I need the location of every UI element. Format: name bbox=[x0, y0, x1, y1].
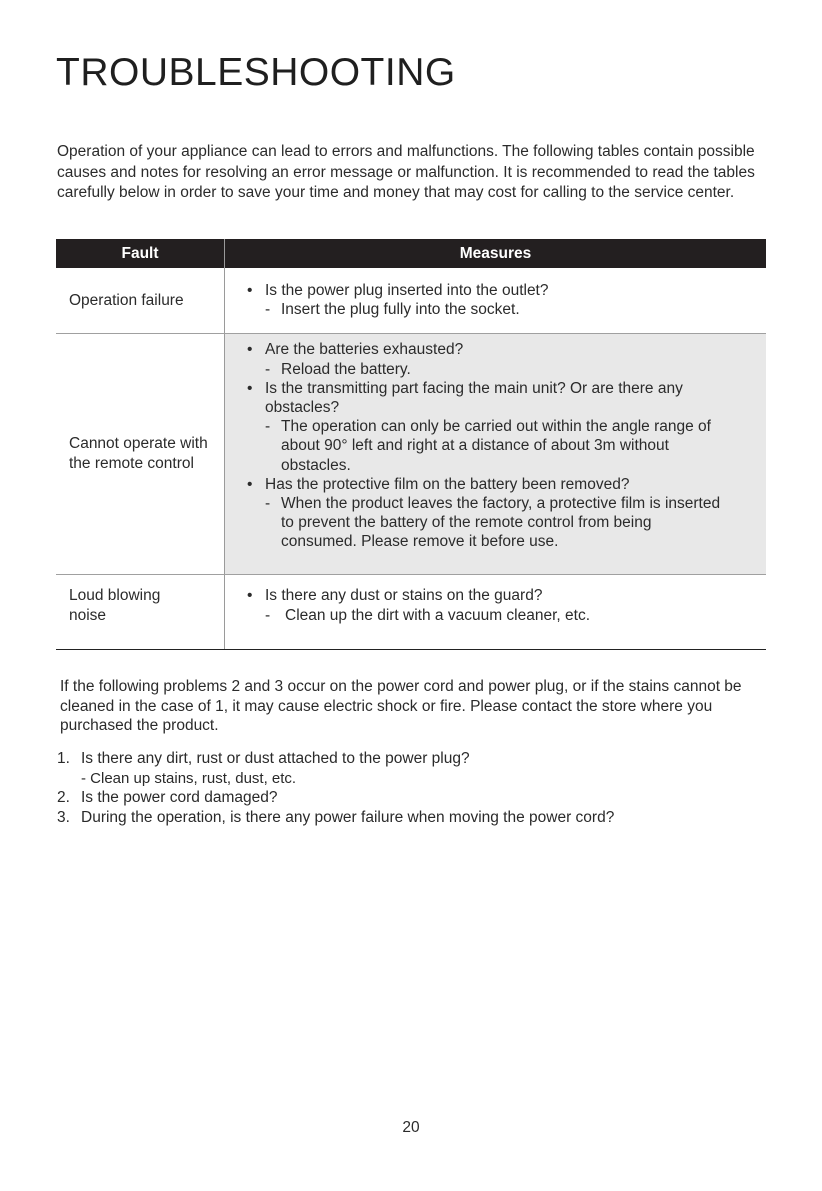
table-header-row bbox=[56, 239, 766, 268]
troubleshooting-table bbox=[56, 239, 766, 650]
measure-answer: - The operation can only be carried out within the angle range of about 90° left and right at a distance of about 3m without obstacles. bbox=[265, 418, 711, 474]
table-row bbox=[56, 574, 766, 649]
dash-icon: - bbox=[265, 418, 271, 436]
measure-question: • Is there any dust or stains on the guard? bbox=[247, 586, 766, 605]
checklist-subitem: - Clean up stains, rust, dust, etc. bbox=[81, 769, 297, 787]
measure-answer: - When the product leaves the factory, a protective film is inserted to prevent the battery of the remote control from being consumed. Please remove it before use. bbox=[265, 495, 721, 551]
dash-icon: - bbox=[265, 606, 271, 624]
checklist-item: 3. During the operation, is there any power failure when moving the power cord? bbox=[57, 808, 615, 826]
fault-cell: Cannot operate with the remote control bbox=[56, 333, 225, 574]
measure-question: • Is the power plug inserted into the outlet? bbox=[247, 281, 766, 300]
measures-cell bbox=[225, 268, 767, 333]
table-row bbox=[56, 333, 766, 574]
table-row bbox=[56, 268, 766, 333]
measure-answer: - Reload the battery. bbox=[265, 360, 411, 378]
checklist-item: 1. Is there any dirt, rust or dust attached to the power plug? - Clean up stains, rust, dust, etc. bbox=[57, 749, 777, 788]
dash-icon: - bbox=[265, 301, 271, 319]
measure-answer: - Insert the plug fully into the socket. bbox=[265, 301, 520, 319]
fault-cell: Loud blowing noise bbox=[56, 574, 225, 649]
measures-cell bbox=[225, 574, 767, 649]
measure-question: • Are the batteries exhausted? bbox=[247, 340, 766, 359]
header-fault: Fault bbox=[56, 239, 225, 268]
dash-icon: - bbox=[265, 495, 271, 512]
checklist-item: 2. Is the power cord damaged? bbox=[57, 789, 278, 806]
fault-cell: Operation failure bbox=[56, 268, 225, 333]
page-title: TROUBLESHOOTING bbox=[56, 51, 456, 94]
safety-note: If the following problems 2 and 3 occur on the power cord and power plug, or if the stains cannot be cleaned in the case of 1, it may cause electric shock or fire. Please contact the store where you purchased the product. bbox=[60, 678, 742, 734]
header-measures: Measures bbox=[225, 239, 767, 268]
intro-paragraph: Operation of your appliance can lead to errors and malfunctions. The following tables contain possible causes and notes for resolving an error message or malfunction. It is recommended to read the tables carefully below in order to save your time and money that may cost for calling to the service center. bbox=[57, 143, 755, 201]
measure-question: • Has the protective film on the battery been removed? bbox=[247, 475, 766, 494]
measure-answer: - Clean up the dirt with a vacuum cleaner, etc. bbox=[265, 606, 590, 624]
measures-cell bbox=[225, 333, 767, 574]
measure-question: • Is the transmitting part facing the main unit? Or are there any obstacles? bbox=[247, 379, 705, 417]
dash-icon: - bbox=[265, 360, 271, 378]
page-number: 20 bbox=[402, 1119, 420, 1136]
power-checklist bbox=[57, 749, 777, 827]
